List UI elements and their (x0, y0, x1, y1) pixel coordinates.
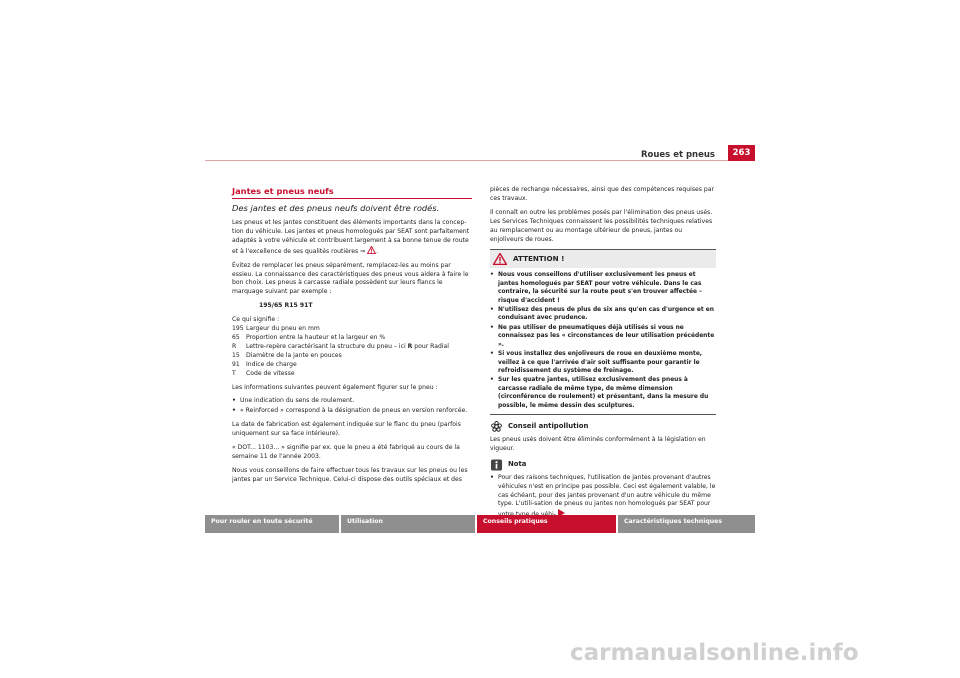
watermark: carmanualsonline.info (570, 640, 859, 666)
right-column (490, 186, 716, 521)
info-icon (490, 459, 503, 471)
list-item: • N'utilisez des pneus de plus de six ans qu'en cas d'urgence et en conduisant avec prudence. (490, 307, 714, 322)
definition-row: 15 Diamètre de la jante en pouces (232, 351, 342, 359)
meaning-intro: Ce qui signifie : (232, 316, 280, 324)
paragraph: Les informations suivantes peuvent également figurer sur le pneu : (232, 383, 438, 391)
definition-row: R Lettre-repère caractérisant la structure du pneu – ici R pour Radial (232, 342, 449, 350)
eco-flower-icon (490, 421, 503, 433)
warning-triangle-icon (493, 253, 507, 265)
warning-triangle-icon[interactable] (367, 246, 376, 254)
section-subtitle: Des jantes et des pneus neufs doivent être rodés. (232, 203, 440, 213)
list-item: • Sur les quatre jantes, utilisez exclusivement des pneus à carcasse radiale de même type, de même dimension (circonférence de roulement) et présentant, dans la mesure du possible, le même dessin des sculptures. (490, 377, 709, 409)
note-heading: Nota (490, 459, 716, 471)
list-item: • Une indication du sens de roulement. (232, 397, 355, 405)
attention-body (490, 268, 716, 414)
chapter-title: Roues et pneus (640, 150, 715, 160)
definition-row: 195 Largeur du pneu en mm (232, 325, 320, 333)
definition-list (232, 325, 472, 378)
paragraph: Il connaît en outre les problèmes posés par l'élimination des pneus usés. Les Services Techniques connaissent les possibilités techniques relatives au remplacement ou au montage ultérieur de pneus, jantes ou enjoliveurs de roues. (490, 208, 713, 243)
attention-title: ATTENTION ! (513, 253, 565, 263)
section-title: Jantes et pneus neufs (232, 186, 472, 199)
header-rule (205, 160, 755, 161)
bullet-icon: • (232, 407, 236, 415)
paragraph: « DOT... 1103... » signifie par ex. que le pneu a été fabriqué au cours de la semaine 11 de l'année 2003. (232, 444, 460, 460)
footer-tab-conseils-pratiques[interactable]: Conseils pratiques (477, 515, 616, 533)
definition-row: 65 Proportion entre la hauteur et la largeur en % (232, 333, 386, 341)
list-item: • Pour des raisons techniques, l'utilisation de jantes provenant d'autres véhicules n'est en principe pas possible. Ceci est également valable, le cas échéant, pour des jantes provenant d'un autre véhicule du même type. L'utili-sation de pneus ou jantes non homologués par SEAT pour (490, 474, 716, 521)
list-item: • Ne pas utiliser de pneumatiques déjà utilisés si vous ne connaissez pas les « circonstances de leur utilisation précédente ». (490, 324, 715, 348)
list-item: • « Reinforced » correspond à la désignation de pneus en version renforcée. (232, 407, 468, 415)
paragraph: Nous vous conseillons de faire effectuer tous les travaux sur les pneus ou les jantes par un Service Technique. Celui-ci dispose des outils spéciaux et des (232, 466, 468, 483)
footer-tab-caracteristiques[interactable]: Caractéristiques techniques (618, 515, 755, 533)
list-item: • Nous vous conseillons d'utiliser exclusivement les pneus et jantes homologués par SEAT pour votre véhicule. Dans le cas contraire, la sécurité sur la route peut s'en trouver affectée – risque d'accident ! (490, 272, 702, 304)
paragraph: Les pneus et les jantes constituent des éléments importants dans la concep-tion du véhicule. Les jantes et pneus homologués par SEAT sont parfaitement adaptés à votre véhicule et contribuent largement à sa bonne tenue de route et à l'excellence de ses qualités routières ⇒ . (232, 219, 470, 255)
bullet-icon: • (490, 272, 494, 279)
attention-box (490, 249, 716, 415)
bullet-list (232, 397, 472, 416)
attention-header (490, 250, 716, 268)
tire-code: 195/65 R15 91T (259, 302, 313, 310)
bullet-icon: • (490, 473, 494, 481)
bullet-icon: • (490, 307, 494, 314)
definition-row: 91 Indice de charge (232, 360, 297, 368)
footer-tab-utilisation[interactable]: Utilisation (341, 515, 475, 533)
bullet-icon: • (232, 397, 236, 405)
paragraph: La date de fabrication est également indiquée sur le flanc du pneu (parfois uniquement sur sa face intérieure). (232, 421, 461, 438)
paragraph: Les pneus usés doivent être éliminés conformément à la législation en vigueur. (490, 435, 706, 452)
eco-heading: Conseil antipollution (490, 421, 716, 433)
definition-row: T Code de vitesse (232, 369, 295, 377)
footer-tab-securite[interactable]: Pour rouler en toute sécurité (205, 515, 339, 533)
left-column (232, 186, 472, 490)
list-item: • Si vous installez des enjoliveurs de roue en deuxième monte, veillez à ce que l'arrivée d'air soit suffisante pour garantir le refroidissement du système de freinage. (490, 351, 703, 374)
paragraph: Évitez de remplacer les pneus séparément, remplacez-les au moins par essieu. La connaissance des caractéristiques des pneus vous aidera à faire le bon choix. Les pneus à carcasse radiale possèdent sur leurs flancs le marquage suivant par exemple : (232, 261, 469, 296)
paragraph: pièces de rechange nécessaires, ainsi que des compétences requises par ces travaux. (490, 186, 714, 202)
bullet-icon: • (490, 351, 494, 358)
bullet-icon: • (490, 324, 494, 331)
bullet-icon: • (490, 377, 494, 384)
page-number: 263 (728, 145, 755, 161)
